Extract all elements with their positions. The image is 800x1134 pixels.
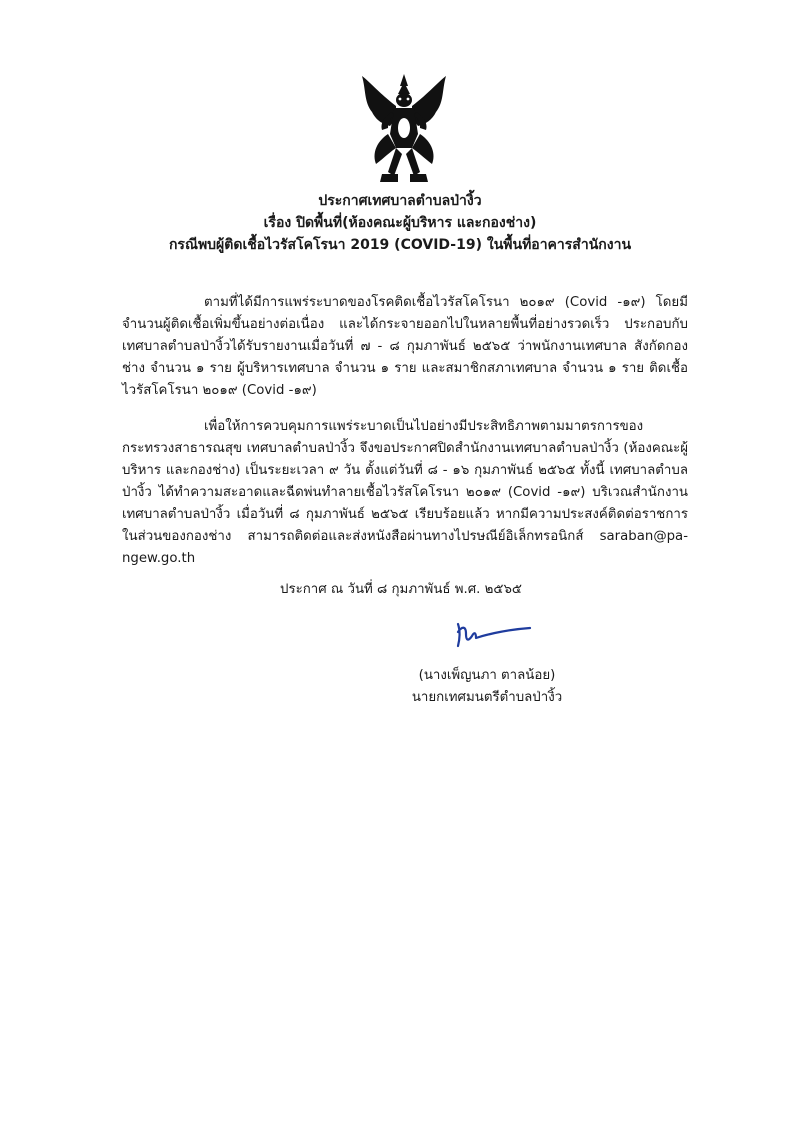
heading-line-2: เรื่อง ปิดพื้นที่(ห้องคณะผู้บริหาร และกองช่าง) <box>263 215 537 231</box>
document-body <box>122 292 688 584</box>
garuda-emblem-icon <box>358 72 450 184</box>
paragraph-1: ตามที่ได้มีการแพร่ระบาดของโรคติดเชื้อไวรัสโคโรนา ๒๐๑๙ (Covid -๑๙) โดยมีจำนวนผู้ติดเชื้อเพิ่มขึ้นอย่างต่อเนื่อง และได้กระจายออกไปในหลายพื้นที่อย่างรวดเร็ว ประกอบกับเทศบาลตำบลป่างิ้วได้รับรายงานเมื่อวันที่ ๗ - ๘ กุมภาพันธ์ ๒๕๖๕ ว่าพนักงานเทศบาล สังกัดกองช่าง จำนวน ๑ ราย ผู้บริหารเทศบาล จำนวน ๑ ราย และสมาชิกสภาเทศบาล จำนวน ๑ ราย ติดเชื้อไวรัสโคโรนา ๒๐๑๙ (Covid -๑๙) <box>122 295 688 398</box>
signer-title: นายกเทศมนตรีตำบลป่างิ้ว <box>411 690 563 705</box>
document-heading <box>120 190 680 256</box>
heading-line-3: กรณีพบผู้ติดเชื้อไวรัสโคโรนา 2019 (COVID-19) ในพื้นที่อาคารสำนักงาน <box>168 237 632 253</box>
paragraph-2: เพื่อให้การควบคุมการแพร่ระบาดเป็นไปอย่างมีประสิทธิภาพตามมาตรการของกระทรวงสาธารณสุข เทศบาลตำบลป่างิ้ว จึงขอประกาศปิดสำนักงานเทศบาลตำบลป่างิ้ว (ห้องคณะผู้บริหาร และกองช่าง) เป็นระยะเวลา ๙ วัน ตั้งแต่วันที่ ๘ - ๑๖ กุมภาพันธ์ ๒๕๖๕ ทั้งนี้ เทศบาลตำบลป่างิ้ว ได้ทำความสะอาดและฉีดพ่นทำลายเชื้อไวรัสโคโรนา ๒๐๑๙ (Covid -๑๙) บริเวณสำนักงานเทศบาลตำบลป่างิ้ว เมื่อวันที่ ๘ กุมภาพันธ์ ๒๕๖๕ เรียบร้อยแล้ว หากมีความประสงค์ติดต่อราชการในส่วนของกองช่าง สามารถติดต่อและส่งหนังสือผ่านทางไปรษณีย์อิเล็กทรอนิกส์ saraban@pa-ngew.go.th <box>122 419 688 566</box>
signer-block <box>402 665 572 709</box>
heading-line-1: ประกาศเทศบาลตำบลป่างิ้ว <box>318 193 482 209</box>
signer-name: (นางเพ็ญนภา ตาลน้อย) <box>418 668 556 683</box>
signature-icon <box>452 618 534 648</box>
announcement-date: ประกาศ ณ วันที่ ๘ กุมภาพันธ์ พ.ศ. ๒๕๖๕ <box>280 582 522 597</box>
